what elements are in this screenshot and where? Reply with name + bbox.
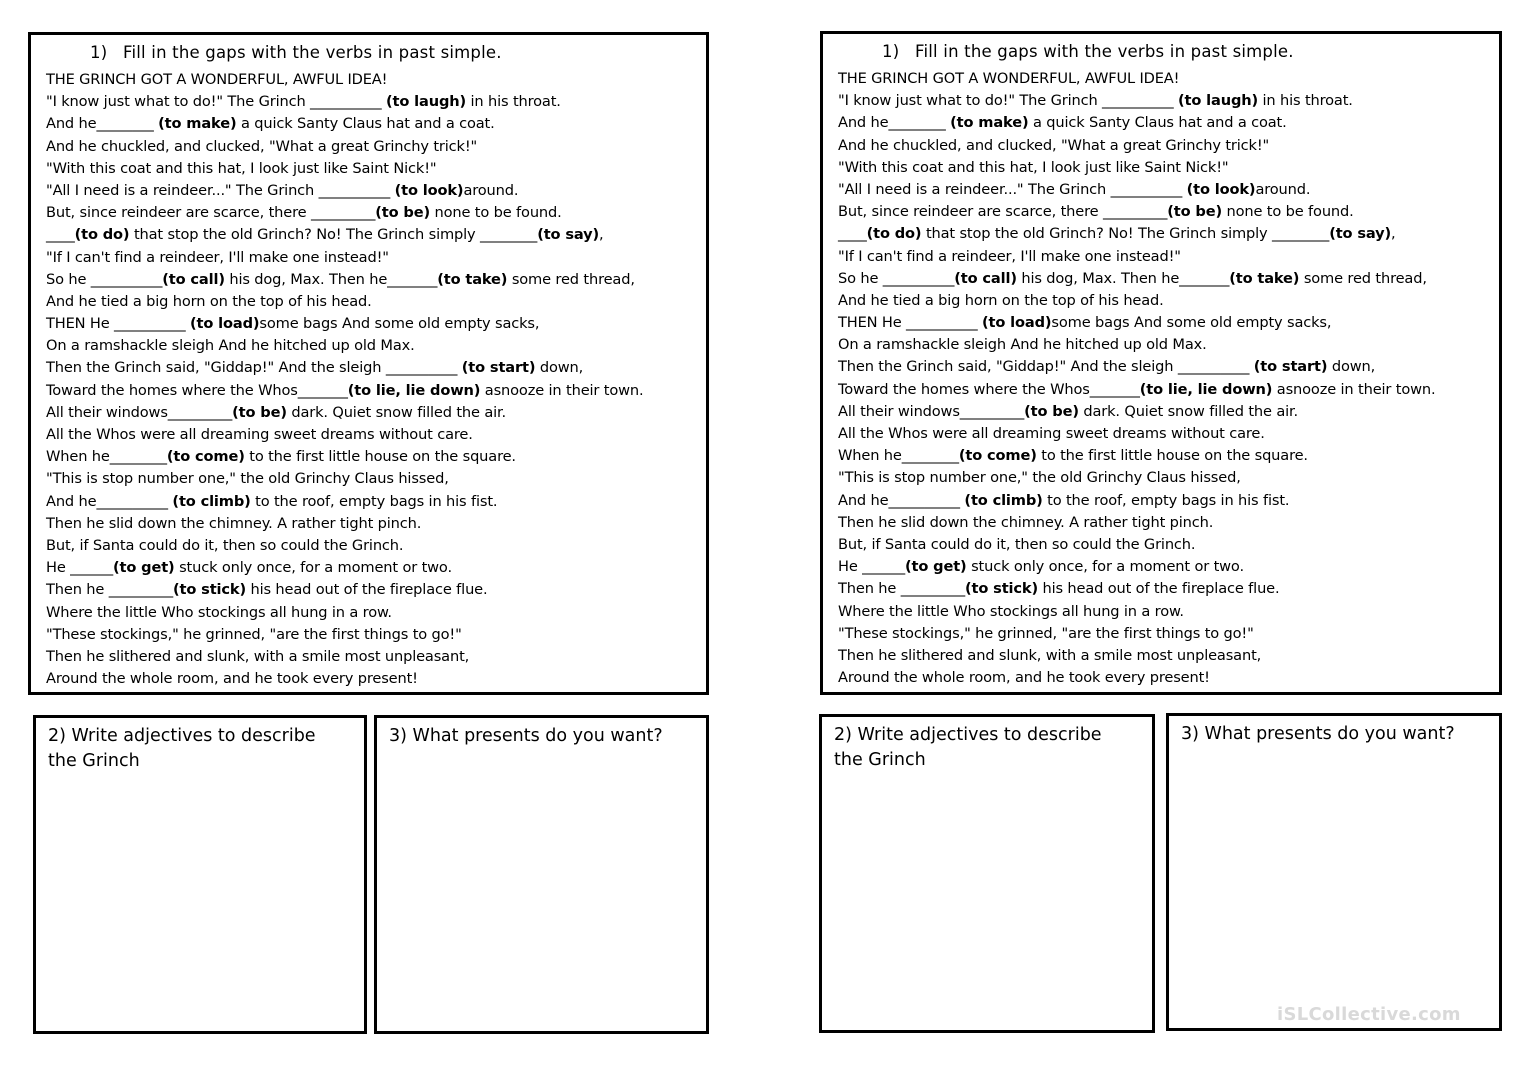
verb-hint: (to make): [158, 115, 237, 133]
task3-title: 3) What presents do you want?: [1181, 724, 1455, 744]
line-text: dark. Quiet snow filled the air.: [286, 403, 507, 421]
task1-number: 1): [882, 42, 900, 61]
line-text: down,: [1327, 358, 1376, 376]
poem-line: [838, 268, 1499, 290]
poem-text: [46, 69, 706, 690]
task2-box-left: [33, 715, 367, 1034]
verb-hint: (to start): [1253, 358, 1328, 376]
verb-hint: (to do): [866, 225, 922, 243]
verb-hint: (to lie, lie down): [347, 381, 481, 399]
task1-instruction: Fill in the gaps with the verbs in past simple.: [123, 43, 502, 62]
line-text: stuck only once, for a moment or two.: [966, 558, 1244, 576]
verb-hint: (to laugh): [386, 93, 467, 111]
poem-line: [838, 556, 1499, 578]
line-text: to the roof, empty bags in his fist.: [1042, 491, 1290, 509]
line-text: in his throat.: [466, 93, 561, 111]
poem-line: [838, 467, 1499, 489]
line-text: All their windows_________: [838, 402, 1025, 420]
task3-box-right: [1166, 713, 1502, 1031]
line-text: And he________: [838, 114, 951, 132]
line-text: ,: [1391, 225, 1396, 243]
poem-line: [46, 269, 706, 291]
line-text: All the Whos were all dreaming sweet dreams without care.: [46, 426, 473, 443]
line-text: And he tied a big horn on the top of his head.: [46, 292, 372, 310]
line-text: his head out of the fireplace flue.: [245, 581, 488, 599]
line-text: some red thread,: [507, 270, 635, 288]
verb-hint: (to start): [461, 359, 536, 377]
poem-line: [46, 513, 706, 535]
line-text: Then he _________: [46, 581, 174, 599]
line-text: his dog, Max. Then he_______: [1016, 269, 1230, 287]
line-text: On a ramshackle sleigh And he hitched up old Max.: [838, 336, 1207, 354]
line-text: his head out of the fireplace flue.: [1037, 580, 1280, 598]
poem-line: [838, 157, 1499, 179]
line-text: in his throat.: [1258, 92, 1353, 110]
line-text: asnooze in their town.: [1272, 380, 1436, 398]
poem-line: [838, 223, 1499, 245]
line-text: So he __________: [46, 270, 163, 288]
line-text: "This is stop number one," the old Grinchy Claus hissed,: [46, 470, 449, 488]
line-text: "All I need is a reindeer..." The Grinch __________: [838, 180, 1187, 198]
line-text: Then the Grinch said, "Giddap!" And the sleigh __________: [838, 358, 1254, 376]
line-text: And he chuckled, and clucked, "What a great Grinchy trick!": [838, 136, 1270, 154]
poem-line: [46, 424, 706, 446]
task3-box-left: [374, 715, 709, 1034]
line-text: Toward the homes where the Whos_______: [838, 380, 1140, 398]
line-text: When he________: [46, 448, 167, 466]
poem-line: [46, 180, 706, 202]
line-text: down,: [535, 359, 584, 377]
poem-line: [46, 224, 706, 246]
line-text: He ______: [838, 558, 906, 576]
line-text: THE GRINCH GOT A WONDERFUL, AWFUL IDEA!: [838, 70, 1180, 87]
task2-title: 2) Write adjectives to describe the Grinch: [48, 726, 316, 771]
task2-box-right: [819, 714, 1155, 1033]
line-text: But, if Santa could do it, then so could the Grinch.: [838, 535, 1196, 553]
poem-line: [838, 135, 1499, 157]
line-text: THEN He __________: [46, 315, 191, 333]
line-text: "These stockings," he grinned, "are the first things to go!": [838, 624, 1254, 642]
poem-line: [838, 401, 1499, 423]
poem-line: [838, 578, 1499, 600]
poem-line: [838, 356, 1499, 378]
poem-line: [46, 380, 706, 402]
poem-line: [838, 445, 1499, 467]
poem-line: [46, 557, 706, 579]
poem-line: [838, 201, 1499, 223]
verb-hint: (to call): [162, 270, 225, 288]
verb-hint: (to stick): [965, 580, 1038, 598]
line-text: to the roof, empty bags in his fist.: [250, 492, 498, 510]
line-text: ____: [838, 225, 867, 243]
line-text: asnooze in their town.: [480, 381, 644, 399]
verb-hint: (to look): [394, 181, 464, 199]
verb-hint: (to lie, lie down): [1139, 380, 1273, 398]
line-text: All the Whos were all dreaming sweet dreams without care.: [838, 425, 1265, 442]
verb-hint: (to take): [437, 270, 508, 288]
poem-line: [46, 602, 706, 624]
line-text: "This is stop number one," the old Grinchy Claus hissed,: [838, 469, 1241, 487]
line-text: So he __________: [838, 269, 955, 287]
line-text: "If I can't find a reindeer, I'll make one instead!": [46, 248, 389, 266]
poem-line: [838, 534, 1499, 556]
verb-hint: (to stick): [173, 581, 246, 599]
line-text: some bags And some old empty sacks,: [1051, 314, 1332, 332]
task2-title: 2) Write adjectives to describe the Grinch: [834, 725, 1102, 770]
line-text: dark. Quiet snow filled the air.: [1078, 402, 1299, 420]
line-text: stuck only once, for a moment or two.: [174, 559, 452, 577]
line-text: to the first little house on the square.: [244, 448, 516, 466]
poem-line: [46, 247, 706, 269]
verb-hint: (to come): [958, 447, 1037, 465]
line-text: Around the whole room, and he took every present!: [46, 670, 418, 688]
task3-title: 3) What presents do you want?: [389, 726, 663, 746]
line-text: But, since reindeer are scarce, there _________: [838, 203, 1168, 221]
poem-line: [838, 512, 1499, 534]
poem-line: [838, 645, 1499, 667]
poem-line: [838, 179, 1499, 201]
verb-hint: (to make): [950, 114, 1029, 132]
poem-line: [46, 624, 706, 646]
task1-number: 1): [90, 43, 108, 62]
verb-hint: (to load): [190, 315, 260, 333]
task1-title: [90, 43, 706, 62]
poem-line: [838, 623, 1499, 645]
verb-hint: (to be): [1024, 402, 1079, 420]
task1-instruction: Fill in the gaps with the verbs in past simple.: [915, 42, 1294, 61]
line-text: around.: [1255, 180, 1311, 198]
poem-text: [838, 68, 1499, 689]
line-text: around.: [463, 181, 519, 199]
verb-hint: (to get): [113, 559, 175, 577]
verb-hint: (to say): [537, 226, 600, 244]
line-text: none to be found.: [1222, 203, 1354, 221]
line-text: But, if Santa could do it, then so could the Grinch.: [46, 536, 404, 554]
poem-line: [838, 290, 1499, 312]
line-text: "All I need is a reindeer..." The Grinch __________: [46, 181, 395, 199]
task1-title: [882, 42, 1499, 61]
line-text: "These stockings," he grinned, "are the first things to go!": [46, 625, 462, 643]
poem-line: [46, 91, 706, 113]
poem-line: [46, 402, 706, 424]
task1-panel-left: [28, 32, 709, 695]
line-text: Then he slithered and slunk, with a smile most unpleasant,: [46, 647, 470, 665]
poem-line: [46, 313, 706, 335]
line-text: "With this coat and this hat, I look just like Saint Nick!": [838, 158, 1229, 176]
line-text: ,: [599, 226, 604, 244]
line-text: some bags And some old empty sacks,: [259, 315, 540, 333]
poem-line: [46, 202, 706, 224]
poem-line: [838, 90, 1499, 112]
poem-line: [838, 667, 1499, 689]
poem-line: [838, 601, 1499, 623]
line-text: "With this coat and this hat, I look just like Saint Nick!": [46, 159, 437, 177]
line-text: Then he slid down the chimney. A rather tight pinch.: [838, 513, 1214, 531]
poem-line: [46, 357, 706, 379]
line-text: "I know just what to do!" The Grinch __________: [46, 93, 387, 111]
line-text: that stop the old Grinch? No! The Grinch simply ________: [921, 225, 1330, 243]
line-text: to the first little house on the square.: [1036, 447, 1308, 465]
line-text: Then he slithered and slunk, with a smile most unpleasant,: [838, 646, 1262, 664]
poem-line: [838, 334, 1499, 356]
line-text: Toward the homes where the Whos_______: [46, 381, 348, 399]
line-text: some red thread,: [1299, 269, 1427, 287]
line-text: Where the little Who stockings all hung in a row.: [46, 603, 392, 621]
verb-hint: (to climb): [172, 492, 251, 510]
verb-hint: (to be): [232, 403, 287, 421]
poem-line: [46, 468, 706, 490]
line-text: And he chuckled, and clucked, "What a great Grinchy trick!": [46, 137, 478, 155]
poem-line: [46, 446, 706, 468]
line-text: Then he _________: [838, 580, 966, 598]
poem-line: [46, 579, 706, 601]
poem-line: [838, 246, 1499, 268]
verb-hint: (to do): [74, 226, 130, 244]
task1-panel-right: [820, 31, 1502, 695]
line-text: a quick Santy Claus hat and a coat.: [236, 115, 495, 133]
verb-hint: (to call): [954, 269, 1017, 287]
verb-hint: (to climb): [964, 491, 1043, 509]
verb-hint: (to laugh): [1178, 92, 1259, 110]
verb-hint: (to look): [1186, 180, 1256, 198]
line-text: Where the little Who stockings all hung in a row.: [838, 602, 1184, 620]
line-text: "If I can't find a reindeer, I'll make one instead!": [838, 247, 1181, 265]
poem-line: [838, 490, 1499, 512]
verb-hint: (to be): [375, 204, 430, 222]
line-text: none to be found.: [430, 204, 562, 222]
line-text: And he tied a big horn on the top of his head.: [838, 291, 1164, 309]
verb-hint: (to come): [166, 448, 245, 466]
watermark: iSLCollective.com: [1277, 1004, 1461, 1025]
poem-line: [46, 158, 706, 180]
line-text: And he________: [46, 115, 159, 133]
line-text: But, since reindeer are scarce, there _________: [46, 204, 376, 222]
poem-line: [838, 379, 1499, 401]
line-text: a quick Santy Claus hat and a coat.: [1028, 114, 1287, 132]
verb-hint: (to get): [905, 558, 967, 576]
line-text: And he__________: [46, 492, 173, 510]
line-text: ____: [46, 226, 75, 244]
poem-line: [838, 112, 1499, 134]
poem-line: [46, 668, 706, 690]
line-text: Then he slid down the chimney. A rather tight pinch.: [46, 514, 422, 532]
verb-hint: (to say): [1329, 225, 1392, 243]
poem-line: [46, 113, 706, 135]
line-text: that stop the old Grinch? No! The Grinch simply ________: [129, 226, 538, 244]
poem-line: [838, 312, 1499, 334]
poem-line: [46, 136, 706, 158]
poem-line: [46, 69, 706, 91]
line-text: Around the whole room, and he took every present!: [838, 669, 1210, 687]
verb-hint: (to take): [1229, 269, 1300, 287]
poem-line: [46, 291, 706, 313]
line-text: THEN He __________: [838, 314, 983, 332]
line-text: When he________: [838, 447, 959, 465]
line-text: THE GRINCH GOT A WONDERFUL, AWFUL IDEA!: [46, 71, 388, 88]
poem-line: [46, 491, 706, 513]
poem-line: [46, 335, 706, 357]
line-text: And he__________: [838, 491, 965, 509]
poem-line: [46, 646, 706, 668]
line-text: Then the Grinch said, "Giddap!" And the sleigh __________: [46, 359, 462, 377]
verb-hint: (to be): [1167, 203, 1222, 221]
poem-line: [46, 535, 706, 557]
poem-line: [838, 68, 1499, 90]
verb-hint: (to load): [982, 314, 1052, 332]
line-text: All their windows_________: [46, 403, 233, 421]
line-text: He ______: [46, 559, 114, 577]
line-text: On a ramshackle sleigh And he hitched up old Max.: [46, 337, 415, 355]
line-text: "I know just what to do!" The Grinch __________: [838, 92, 1179, 110]
poem-line: [838, 423, 1499, 445]
line-text: his dog, Max. Then he_______: [224, 270, 438, 288]
